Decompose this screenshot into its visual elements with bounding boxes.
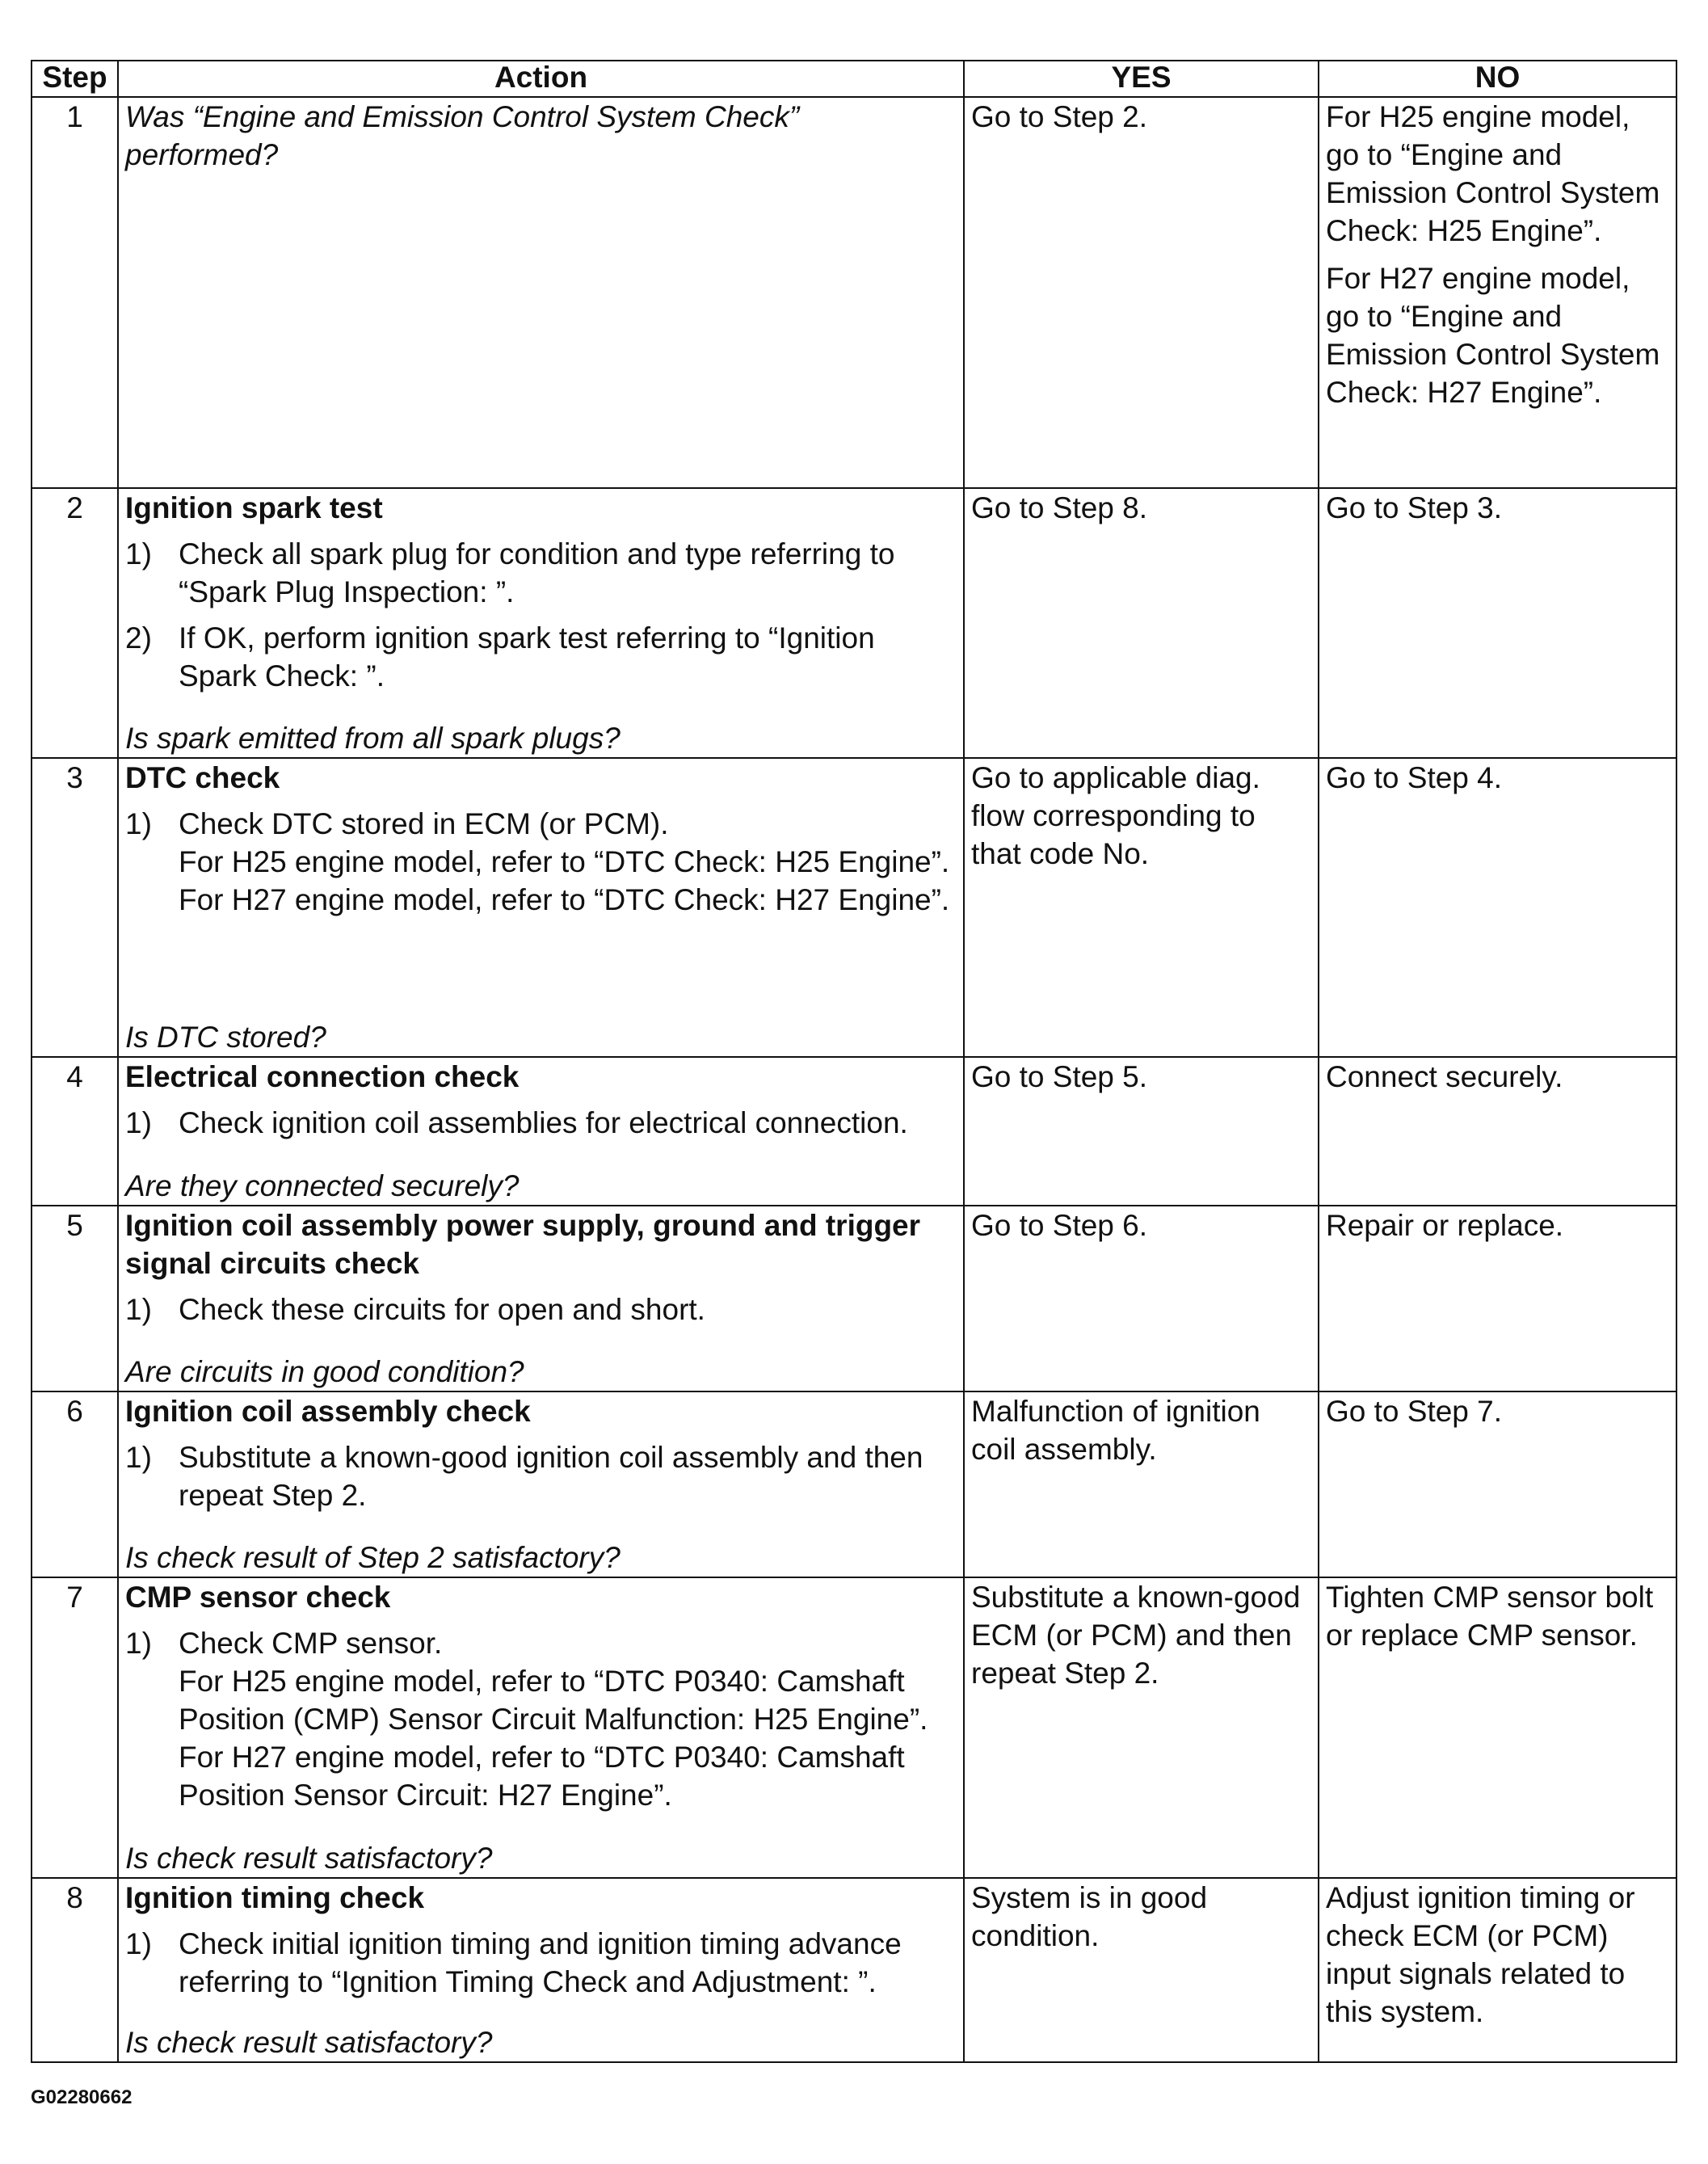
- action-step-number: 1): [125, 1927, 152, 1960]
- yes-result: Go to Step 8.: [971, 491, 1148, 524]
- action-steps: [125, 1438, 957, 1514]
- action-step-text: Check these circuits for open and short.: [179, 1293, 705, 1326]
- table-row: [32, 1206, 1676, 1391]
- no-cell: [1319, 758, 1676, 1057]
- action-steps: [125, 805, 957, 919]
- action-step-number: 1): [125, 1627, 152, 1660]
- no-result: Go to Step 4.: [1326, 761, 1503, 794]
- action-title: Electrical connection check: [125, 1060, 520, 1093]
- table-row: [32, 488, 1676, 758]
- action-step: [125, 805, 957, 919]
- no-cell: [1319, 1577, 1676, 1878]
- action-step-text: Check ignition coil assemblies for electrical connection.: [179, 1106, 908, 1139]
- diagnostic-table: [31, 60, 1677, 2063]
- step-number: 3: [32, 758, 118, 1057]
- action-question: Is check result satisfactory?: [125, 1842, 493, 1875]
- table-row: [32, 97, 1676, 488]
- action-question: Are circuits in good condition?: [125, 1355, 524, 1388]
- no-result: Connect securely.: [1326, 1060, 1563, 1093]
- no-cell: [1319, 97, 1676, 488]
- action-question: Is check result of Step 2 satisfactory?: [125, 1541, 621, 1574]
- no-result: Repair or replace.: [1326, 1209, 1564, 1242]
- no-result: Go to Step 3.: [1326, 491, 1503, 524]
- yes-result: Go to Step 5.: [971, 1060, 1148, 1093]
- header-row: [32, 61, 1676, 97]
- action-steps: [125, 535, 957, 695]
- action-question: Is check result satisfactory?: [125, 2026, 493, 2059]
- table-row: [32, 1057, 1676, 1206]
- action-step: [125, 1104, 957, 1142]
- action-step-text: Check DTC stored in ECM (or PCM). For H25 engine model, refer to “DTC Check: H25 Engine”. For H27 engine model, refer to “DTC Check: H27 Engine”.: [179, 807, 950, 916]
- action-step-number: 1): [125, 1106, 152, 1139]
- yes-result: Malfunction of ignition coil assembly.: [971, 1395, 1260, 1466]
- action-step-number: 1): [125, 537, 152, 570]
- action-title: Ignition timing check: [125, 1881, 425, 1914]
- action-question: Was “Engine and Emission Control System Check” performed?: [125, 100, 800, 171]
- action-step-text: Check all spark plug for condition and type referring to “Spark Plug Inspection: ”.: [179, 537, 895, 608]
- no-cell: [1319, 1391, 1676, 1577]
- step-number: 5: [32, 1206, 118, 1391]
- action-title: Ignition spark test: [125, 491, 383, 524]
- header-step: Step: [32, 61, 118, 97]
- yes-cell: [964, 488, 1319, 758]
- header-yes: YES: [964, 61, 1319, 97]
- action-step: [125, 1925, 957, 2001]
- step-number: 7: [32, 1577, 118, 1878]
- no-cell: [1319, 1057, 1676, 1206]
- no-result: Adjust ignition timing or check ECM (or PCM) input signals related to this system.: [1326, 1881, 1635, 2028]
- yes-result: Go to Step 6.: [971, 1209, 1148, 1242]
- table-row: [32, 1878, 1676, 2062]
- yes-cell: [964, 1577, 1319, 1878]
- action-cell: [118, 1577, 964, 1878]
- action-step: [125, 619, 957, 695]
- yes-cell: [964, 1391, 1319, 1577]
- no-result: For H25 engine model, go to “Engine and Emission Control System Check: H25 Engine”.: [1326, 100, 1660, 247]
- action-cell: [118, 1057, 964, 1206]
- table-row: [32, 1577, 1676, 1878]
- yes-result: Go to Step 2.: [971, 100, 1148, 133]
- yes-cell: [964, 1878, 1319, 2062]
- header-no: NO: [1319, 61, 1676, 97]
- action-steps: [125, 1925, 957, 2001]
- no-result: For H27 engine model, go to “Engine and Emission Control System Check: H27 Engine”.: [1326, 262, 1660, 409]
- no-cell: [1319, 488, 1676, 758]
- action-cell: [118, 1206, 964, 1391]
- action-cell: [118, 488, 964, 758]
- action-steps: [125, 1624, 957, 1814]
- yes-result: System is in good condition.: [971, 1881, 1208, 1952]
- action-cell: [118, 97, 964, 488]
- yes-cell: [964, 758, 1319, 1057]
- action-step-number: 1): [125, 807, 152, 840]
- step-number: 4: [32, 1057, 118, 1206]
- action-cell: [118, 1878, 964, 2062]
- action-cell: [118, 1391, 964, 1577]
- step-number: 2: [32, 488, 118, 758]
- yes-result: Substitute a known-good ECM (or PCM) and then repeat Step 2.: [971, 1581, 1301, 1690]
- no-result: Go to Step 7.: [1326, 1395, 1503, 1428]
- action-title: Ignition coil assembly check: [125, 1395, 531, 1428]
- action-step-text: Substitute a known-good ignition coil assembly and then repeat Step 2.: [179, 1441, 923, 1512]
- action-step-number: 2): [125, 621, 152, 655]
- action-step-text: Check CMP sensor. For H25 engine model, refer to “DTC P0340: Camshaft Position (CMP) Sensor Circuit Malfunction: H25 Engine”. For H27 engine model, refer to “DTC P0340: Camshaft Position Sensor Circuit: H27 Engine”.: [179, 1627, 928, 1812]
- action-step-text: Check initial ignition timing and ignition timing advance referring to “Ignition Timing Check and Adjustment: ”.: [179, 1927, 902, 1998]
- figure-code: G02280662: [31, 2086, 133, 2108]
- action-step: [125, 535, 957, 611]
- action-question: Is spark emitted from all spark plugs?: [125, 722, 621, 755]
- header-action: Action: [118, 61, 964, 97]
- action-cell: [118, 758, 964, 1057]
- table-row: [32, 758, 1676, 1057]
- action-title: Ignition coil assembly power supply, ground and trigger signal circuits check: [125, 1209, 921, 1280]
- action-step-number: 1): [125, 1293, 152, 1326]
- step-number: 6: [32, 1391, 118, 1577]
- action-steps: [125, 1104, 957, 1142]
- step-number: 8: [32, 1878, 118, 2062]
- yes-result: Go to applicable diag. flow corresponding to that code No.: [971, 761, 1260, 870]
- action-title: DTC check: [125, 761, 280, 794]
- yes-cell: [964, 1057, 1319, 1206]
- action-step-text: If OK, perform ignition spark test referring to “Ignition Spark Check: ”.: [179, 621, 875, 693]
- yes-cell: [964, 97, 1319, 488]
- no-result: Tighten CMP sensor bolt or replace CMP sensor.: [1326, 1581, 1654, 1652]
- action-step: [125, 1290, 957, 1328]
- step-number: 1: [32, 97, 118, 488]
- action-question: Is DTC stored?: [125, 1021, 326, 1054]
- action-steps: [125, 1290, 957, 1328]
- yes-cell: [964, 1206, 1319, 1391]
- action-question: Are they connected securely?: [125, 1169, 520, 1202]
- action-step: [125, 1624, 957, 1814]
- no-cell: [1319, 1206, 1676, 1391]
- action-title: CMP sensor check: [125, 1581, 391, 1614]
- no-cell: [1319, 1878, 1676, 2062]
- table-row: [32, 1391, 1676, 1577]
- action-step-number: 1): [125, 1441, 152, 1474]
- action-step: [125, 1438, 957, 1514]
